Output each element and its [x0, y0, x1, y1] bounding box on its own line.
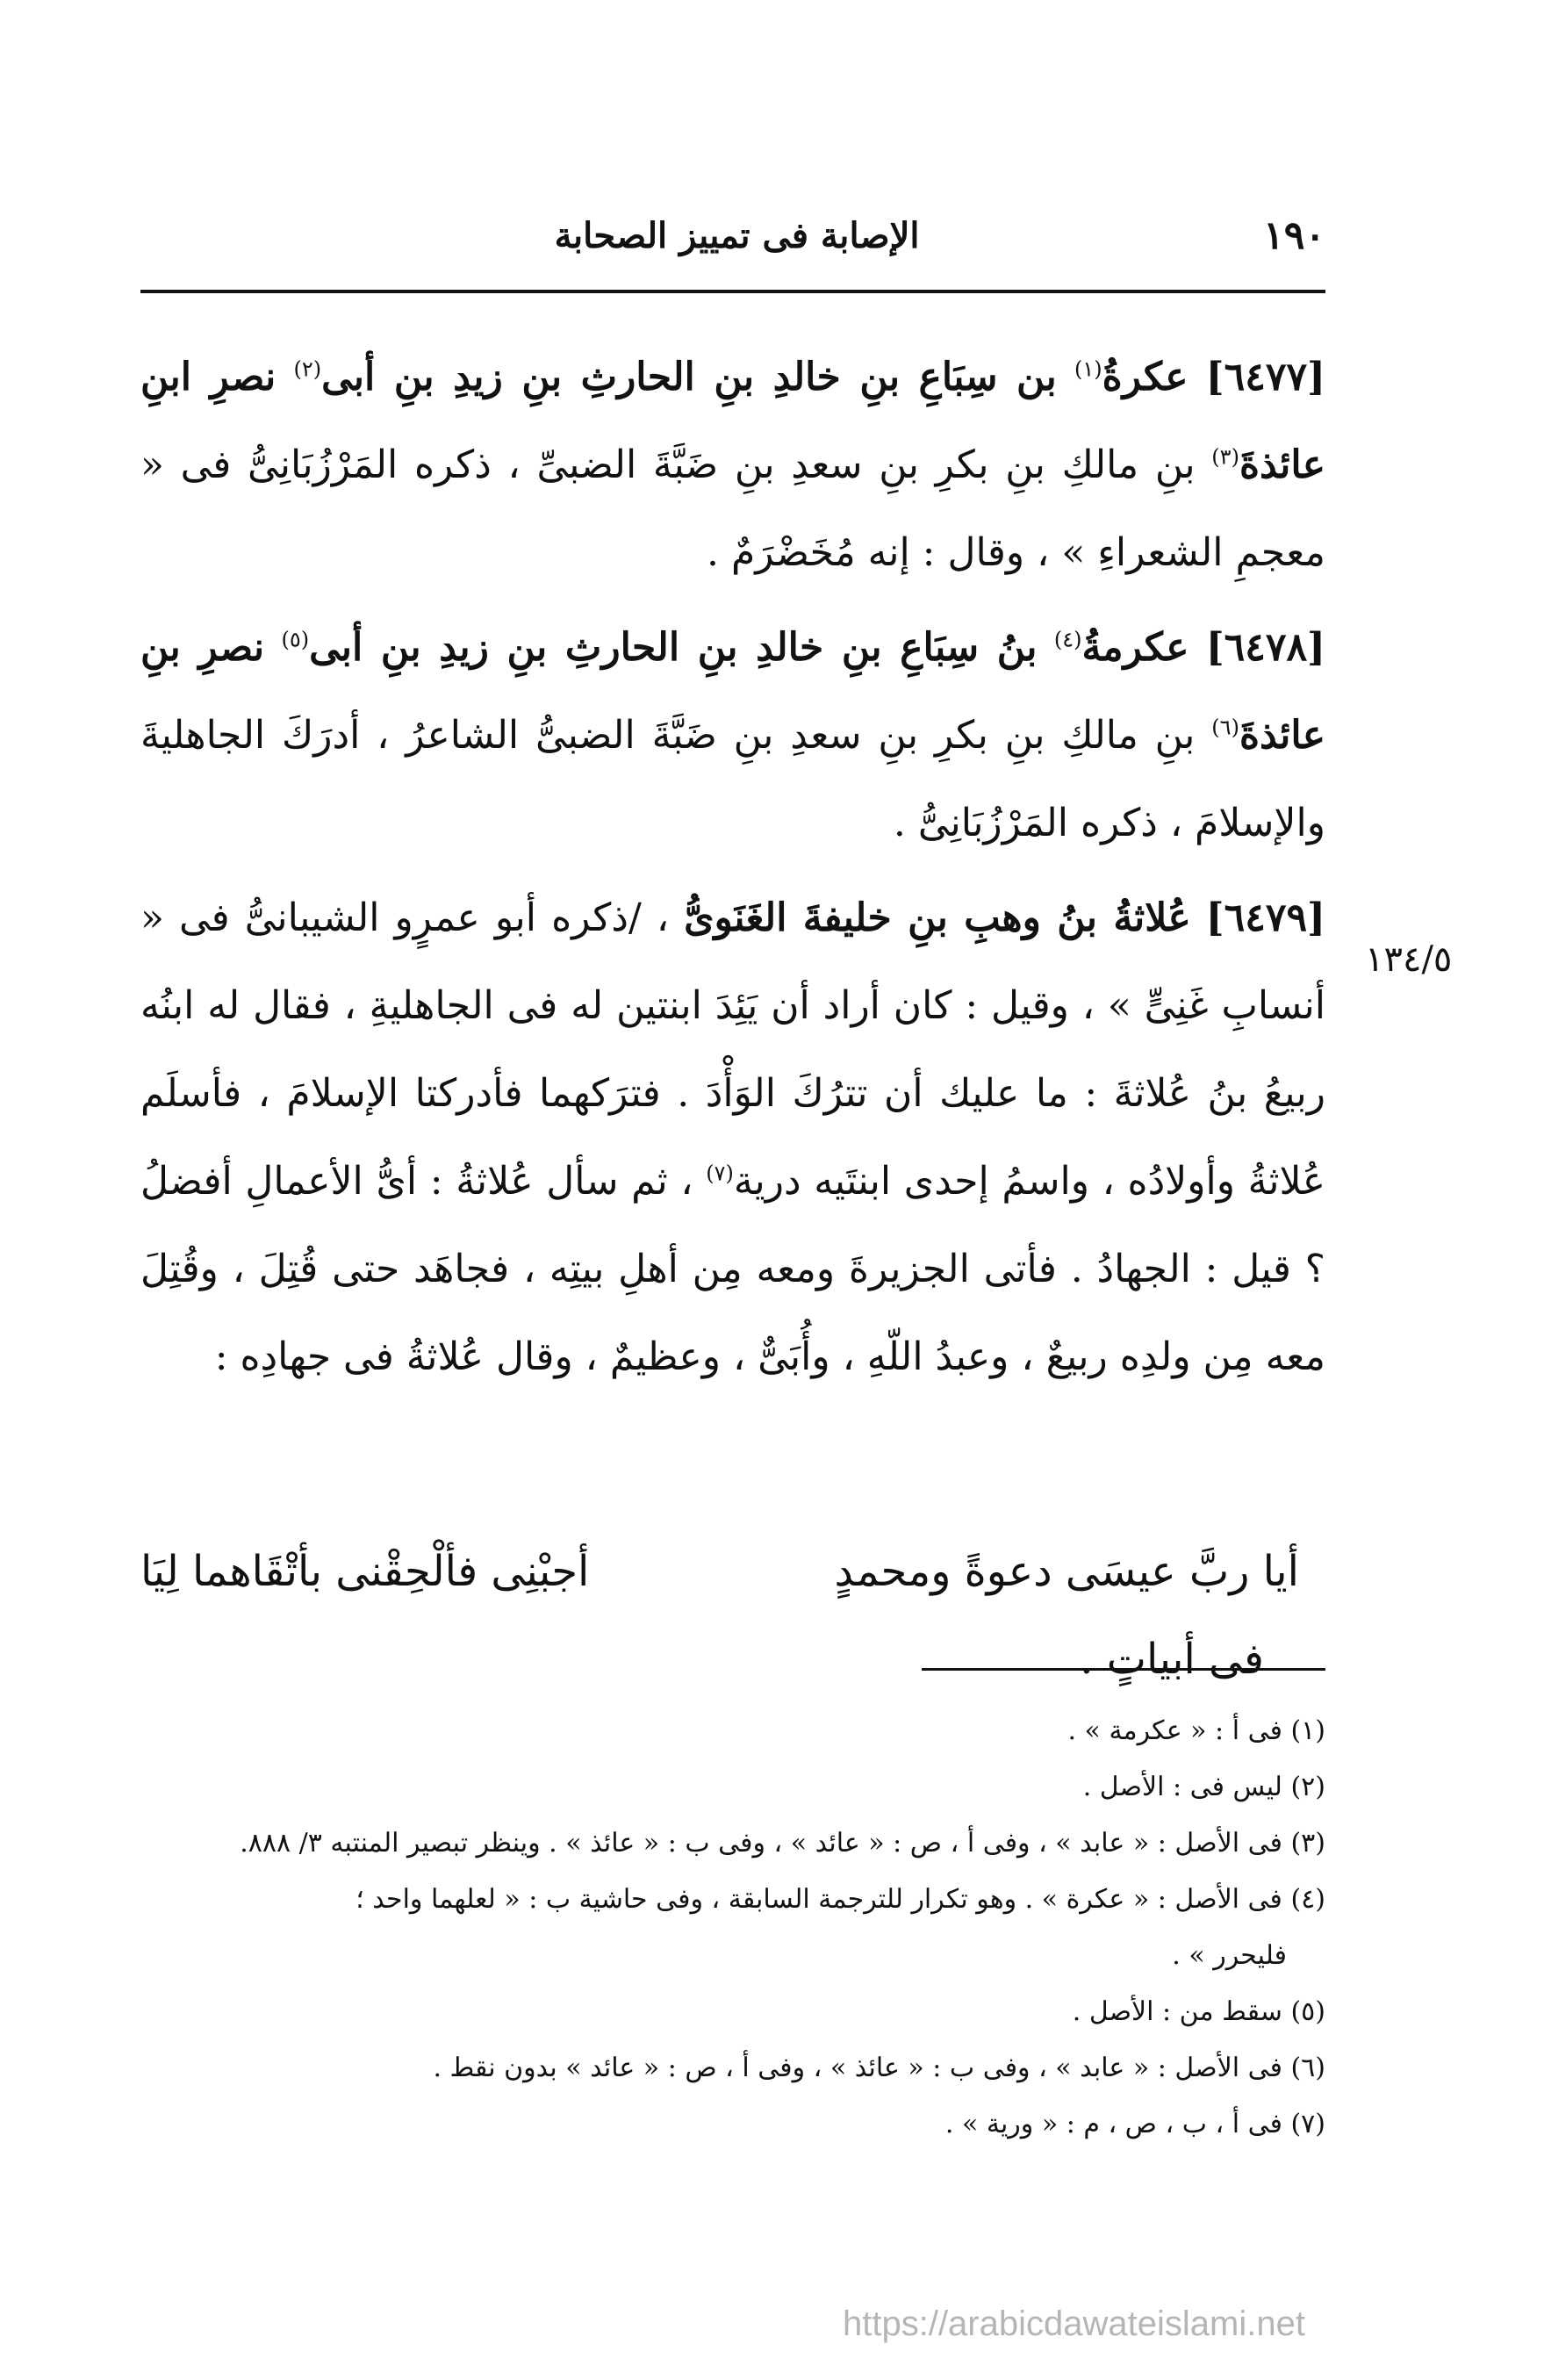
entry-name: عكرمةُ — [1081, 625, 1189, 670]
running-title: الإصابة فى تمييز الصحابة — [554, 214, 920, 256]
entry-name: عكرةُ — [1102, 355, 1189, 399]
page-number: ١٩٠ — [1263, 212, 1325, 258]
footnote-4-continued: فليحرر » . — [1172, 1940, 1287, 1971]
entry-6478 — [140, 604, 1325, 867]
footnote-1: (١) فى أ : « عكرمة » . — [1067, 1715, 1325, 1746]
footnote-marker: (٢) — [293, 356, 322, 382]
entry-text: بنِ مالكِ بنِ بكرِ بنِ سعدِ بنِ ضَبَّةَ الضبىِّ ، ذكره المَرْزُبَانِىُّ فى « معجمِ الشعراءِ » ، وقال : إنه مُخَضْرَمٌ . — [140, 442, 1325, 575]
entry-text: ، /ذكره أبو عمرٍو الشيبانىُّ فى « أنسابِ غَنِىٍّ » ، وقيل : كان أراد أن يَئِدَ ابنتين له فى الجاهليةِ ، فقال له ابنُه ربيعُ بنُ عُلاثةَ : ما عليك أن تترُكَ الوَأْدَ . فترَكهما فأدركتا الإسلامَ ، فأسلَم عُلاثةُ وأولادُه ، واسمُ إحدى ابنتَيه درية — [140, 895, 1325, 1204]
entry-id: [٦٤٧٩] — [1205, 895, 1325, 940]
entry-6479 — [140, 874, 1325, 1401]
footnote-6: (٦) فى الأصل : « عابد » ، وفى ب : « عائذ » ، وفى أ ، ص : « عائد » بدون نقط . — [433, 2053, 1325, 2083]
footnote-7: (٧) فى أ ، ب ، ص ، م : « ورية » . — [944, 2109, 1325, 2139]
poem-line — [140, 1528, 1325, 1615]
footnote-3: (٣) فى الأصل : « عابد » ، وفى أ ، ص : « عائد » ، وفى ب : « عائذ » . وينظر تبصير المنتبه ٣/ ٨٨٨. — [240, 1828, 1325, 1859]
footnote-5: (٥) سقط من : الأصل . — [1072, 1996, 1325, 2027]
entry-name: عُلاثةُ بنُ وهبِ بنِ خليفةَ الغَنَوىُّ — [684, 895, 1191, 940]
footnotes — [140, 1703, 1325, 2153]
watermark-url: https://arabicdawateislami.net — [843, 2305, 1305, 2343]
entry-id: [٦٤٧٨] — [1205, 625, 1325, 670]
entry-lineage: نصرِ ابنِ عائذةَ — [140, 355, 1325, 487]
entry-text: ، ثم سأل عُلاثةُ : أىُّ الأعمالِ أفضلُ ؟ قيل : الجهادُ . فأتى الجزيرةَ ومعه مِن أهلِ بيتِه ، فجاهَد حتى قُتِلَ ، وقُتِلَ معه مِن ولدِه ربيعٌ ، وعبدُ اللّهِ ، وأُبَىٌّ ، وعظيمٌ ، وقال عُلاثةُ فى جهادِه : — [140, 1159, 1325, 1379]
entry-lineage: بن سِبَاعِ بنِ خالدِ بنِ الحارثِ بنِ زيدِ بنِ أبى — [321, 355, 1057, 399]
poem-tail: فى أبياتٍ . — [1080, 1635, 1264, 1684]
footnote-marker: (٤) — [1053, 627, 1082, 652]
page-header — [140, 209, 1325, 262]
poem-verse — [140, 1528, 1325, 1703]
footnote-marker: (١) — [1074, 356, 1102, 382]
entry-lineage: نصرِ بنِ عائذةَ — [140, 625, 1325, 758]
entry-id: [٦٤٧٧] — [1205, 355, 1325, 399]
footnote-marker: (٥) — [281, 627, 310, 652]
entry-lineage: بنُ سِبَاعِ بنِ خالدِ بنِ الحارثِ بنِ زيدِ بنِ أبى — [309, 625, 1038, 670]
poem-hemistich-1: أيا ربَّ عيسَى دعوةً ومحمدٍ — [834, 1547, 1299, 1596]
footnote-marker: (٦) — [1211, 715, 1239, 740]
footnote-marker: (٣) — [1211, 444, 1239, 470]
footnote-rule — [922, 1668, 1325, 1671]
entry-6477 — [140, 334, 1325, 597]
footnote-4: (٤) فى الأصل : « عكرة » . وهو تكرار للترجمة السابقة ، وفى حاشية ب : « لعلهما واحد ؛ — [355, 1884, 1325, 1915]
entry-text: بنِ مالكِ بنِ بكرِ بنِ سعدِ بنِ ضَبَّةَ الضبىُّ الشاعرُ ، أدرَكَ الجاهليةَ والإسلامَ ، ذكره المَرْزُبَانِىُّ . — [140, 713, 1325, 845]
poem-hemistich-2: أجبْنِى فألْحِقْنى بأتْقَاهما لِيَا — [140, 1547, 590, 1596]
header-rule — [140, 290, 1325, 293]
footnote-marker: (٧) — [706, 1161, 734, 1186]
footnote-2: (٢) ليس فى : الأصل . — [1082, 1772, 1325, 1802]
margin-reference: ١٣٤/٥ — [1365, 939, 1453, 980]
main-text — [140, 334, 1325, 1408]
